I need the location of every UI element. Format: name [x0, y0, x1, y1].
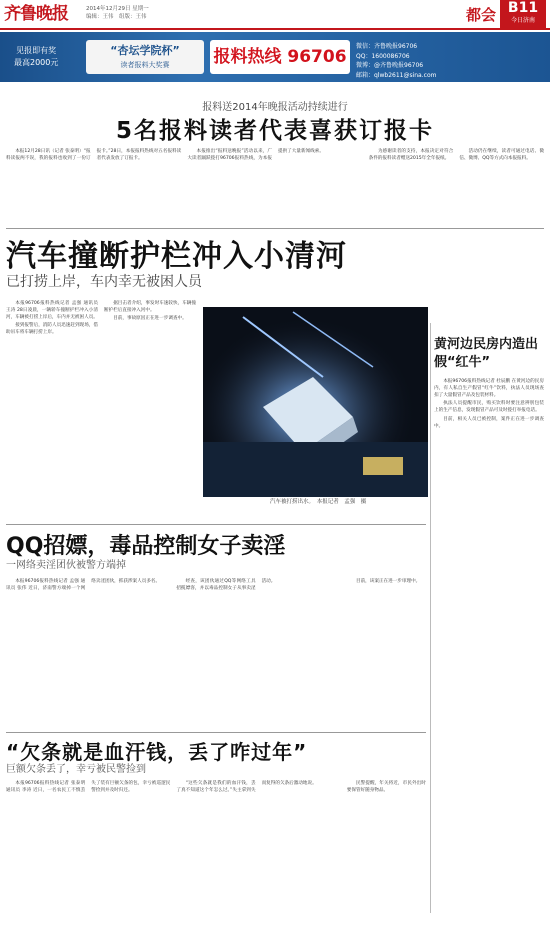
article4-body: 本报96706报料热线记者 张泰明 通讯员 李涛 近日，一名农民工不慎丢失了装有巨额欠条的包，幸亏被巡逻民警捡到并及时归还。 “这些欠条就是我们的血汗钱，丢了真不知道这个年怎么过。”失主拿到失而复得的欠条后激动地说。 民警提醒，年关将近，市民外出时要保管好随身物品。 — [6, 781, 426, 794]
contact-list: 微信：齐鲁晚报96706 QQ：1600086706 微博：@齐鲁晚报96706 邮箱：qlwb2611@sina.com — [356, 43, 437, 79]
page-number-box — [500, 0, 546, 28]
article2-body-continued — [203, 508, 428, 522]
sidebar-divider — [430, 323, 431, 913]
article3-subtitle: 一网络卖淫团伙被警方端掉 — [6, 560, 126, 571]
divider — [6, 524, 426, 525]
article4-subtitle: 巨额欠条丢了，幸亏被民警捡到 — [6, 764, 146, 775]
sidebar-body: 本报96706报料热线记者 杜辰鹏 在黄河边的民房内，有人私自生产假冒“红牛”饮料，执法人员现场查扣了大量假冒产品及包装材料。 执法人员提醒市民，购买饮料时要注意辨别包装上的生产信息，发现假冒产品可及时拨打举报电话。 目前，相关人员已被控制，案件正在进一步调查中。 — [434, 379, 544, 429]
forum-badge: “杏坛学院杯” 读者报料大奖赛 — [86, 40, 204, 74]
article1-body: 本报12月28日讯（记者 张泰明）“报料读报两不误，我的报料也收到了一份订报卡。”28日，本报报料热线对五名报料读者代表发放了订报卡。 本报推出“报料送晚报”活动以来，广大读者踊跃拨打96706报料热线，为本报提供了大量新闻线索。 为感谢读者的支持，本报决定对符合条件的报料读者赠送2015年全年报纸。 活动仍在继续，读者可通过电话、微信、微博、QQ等方式向本报报料。 — [6, 149, 544, 162]
article1-pretitle: 报料送2014年晚报活动持续进行 — [202, 102, 348, 113]
hotline-banner — [0, 32, 550, 82]
issue-date: 2014年12月29日 星期一 — [86, 6, 149, 12]
masthead — [0, 0, 550, 30]
page-number: B11 — [507, 0, 539, 16]
divider — [6, 732, 426, 733]
newspaper-logo: 齐鲁晚报 — [4, 4, 68, 24]
article2-body: 本报96706报料热线记者 孟强 通讯员 王涛 28日凌晨，一辆轿车撞断护栏冲入小清河，车辆被打捞上岸后，车内并无被困人员。 接到报警后，消防人员迅速赶到现场，借助吊车将车辆打捞上岸。 据目击者介绍，事发时车速较快，车辆撞断护栏后直接冲入河中。 目前，事故原因正在进一步调查中。 — [6, 301, 196, 336]
page-edition: 今日济南 — [510, 17, 535, 24]
prize-text: 见报即有奖 最高2000元 — [14, 46, 59, 67]
article2-subtitle: 已打捞上岸，车内幸无被困人员 — [6, 274, 202, 290]
divider — [6, 228, 544, 229]
sidebar-title: 黄河边民房内造出假“红牛” — [434, 337, 539, 370]
issue-meta — [86, 5, 149, 22]
article1-title: 5名报料读者代表喜获订报卡 — [115, 118, 434, 144]
news-photo-car-in-river — [203, 307, 428, 497]
hotline-number: 报料热线 96706 — [210, 40, 350, 74]
section-name: 都会 — [465, 6, 496, 24]
article4-title: “欠条就是血汗钱，丢了咋过年” — [6, 740, 308, 764]
photo-caption: 汽车被打捞出水。 本报记者 孟强 摄 — [270, 499, 367, 505]
issue-editors: 编辑：王伟 组版：王伟 — [86, 14, 147, 21]
car-in-river-illustration — [203, 307, 428, 497]
article3-body: 本报96706报料热线记者 孟强 通讯员 张伟 近日，济南警方端掉一个网络卖淫团伙，抓获涉案人员多名。 经查，该团伙通过QQ等网络工具招揽嫖客，并以毒品控制女子从事卖淫活动。 目前，该案正在进一步审理中。 — [6, 579, 421, 592]
article3-title: QQ招嫖，毒品控制女子卖淫 — [6, 534, 286, 559]
article2-title: 汽车撞断护栏冲入小清河 — [6, 239, 347, 274]
